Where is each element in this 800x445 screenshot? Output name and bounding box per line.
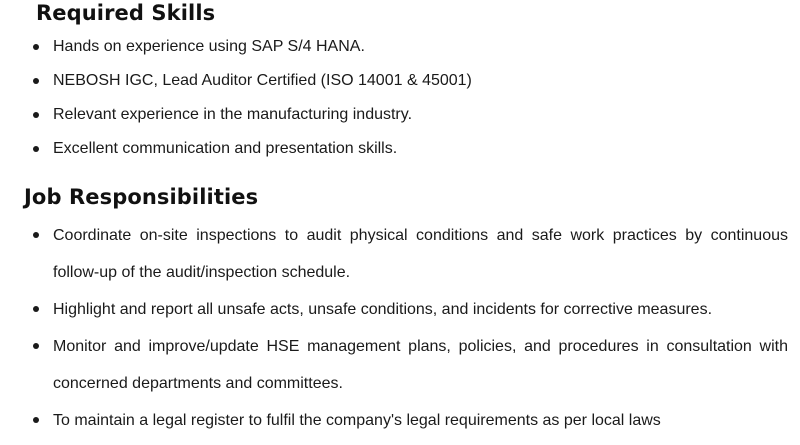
bullet-icon: [33, 78, 39, 84]
list-item-text: To maintain a legal register to fulfil the company's legal requirements as per local laws: [53, 412, 661, 429]
list-item: [30, 328, 788, 402]
list-item-text: Monitor and improve/update HSE management plans, policies, and procedures in consultation with concerned departments and committees.: [53, 338, 788, 392]
bullet-icon: [33, 44, 39, 50]
required-skills-heading: Required Skills: [36, 1, 216, 25]
list-item: [30, 70, 790, 104]
bullet-icon: [33, 343, 39, 349]
bullet-icon: [33, 232, 39, 238]
list-item: [30, 217, 788, 291]
required-skills-list: [30, 36, 790, 172]
list-item: [30, 36, 790, 70]
list-item: [30, 104, 790, 138]
list-item-text: Excellent communication and presentation skills.: [53, 140, 398, 157]
job-responsibilities-heading: Job Responsibilities: [24, 185, 259, 209]
bullet-icon: [33, 146, 39, 152]
bullet-icon: [33, 417, 39, 423]
list-item: [30, 402, 788, 439]
list-item: [30, 291, 788, 328]
list-item: [30, 138, 790, 172]
bullet-icon: [33, 112, 39, 118]
list-item-text: Highlight and report all unsafe acts, unsafe conditions, and incidents for corrective measures.: [53, 301, 713, 318]
bullet-icon: [33, 306, 39, 312]
list-item-text: NEBOSH IGC, Lead Auditor Certified (ISO 14001 & 45001): [53, 72, 472, 89]
list-item-text: Relevant experience in the manufacturing industry.: [53, 106, 413, 123]
list-item-text: Coordinate on-site inspections to audit physical conditions and safe work practices by continuous follow-up of the audit/inspection schedule.: [53, 227, 788, 281]
job-responsibilities-list: [30, 217, 788, 439]
list-item-text: Hands on experience using SAP S/4 HANA.: [53, 38, 365, 55]
